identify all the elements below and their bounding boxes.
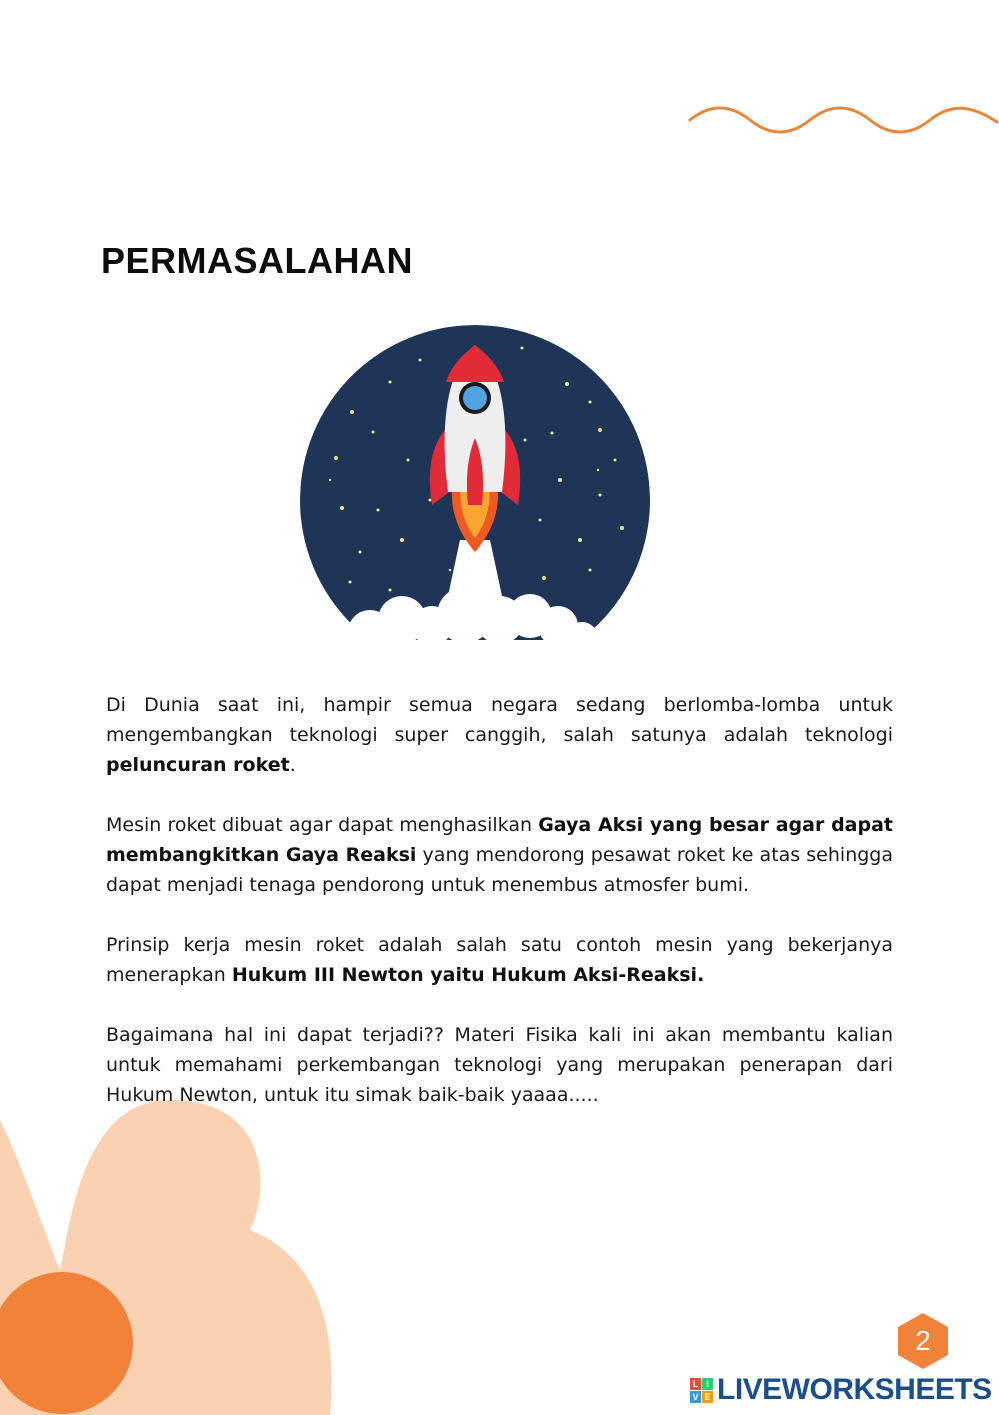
brand-name: LIVEWORKSHEETS [717,1373,992,1406]
paragraph-text: Mesin roket dibuat agar dapat menghasilkan [106,814,539,836]
wave-decoration [688,100,999,144]
page-title: PERMASALAHAN [101,240,413,281]
paragraph-text: yang mendorong pesawat roket ke atas sehingga dapat menjadi tenaga pendorong untuk menembus atmosfer bumi. [106,844,894,896]
liveworksheets-logo-icon [690,1378,713,1403]
logo-letter: E [702,1391,713,1403]
paragraph-text: . [289,754,296,776]
logo-letter: V [690,1391,701,1403]
paragraph [106,930,893,990]
paragraph-text: Bagaimana hal ini dapat terjadi?? Materi Fisika kali ini akan membantu kalian untuk memahami perkembangan teknologi yang merupakan penerapan dari Hukum Newton, untuk itu simak baik-baik yaaaa..... [106,1024,893,1106]
paragraph-text: Di Dunia saat ini, hampir semua negara sedang berlomba-lomba untuk mengembangkan teknologi super canggih, salah satunya adalah teknologi [106,694,893,746]
page-number: 2 [915,1325,931,1356]
content-body [106,690,893,1140]
paragraph [106,1020,893,1110]
liveworksheets-brand [690,1372,992,1408]
paragraph-text: Prinsip kerja mesin roket adalah salah satu contoh mesin yang bekerjanya menerapkan [106,934,893,986]
rocket-launch-illustration [290,320,660,640]
paragraph [106,690,893,780]
paragraph [106,810,893,900]
logo-letter: I [702,1378,713,1390]
paragraph-bold-text: Hukum III Newton yaitu Hukum Aksi-Reaksi. [231,964,705,986]
logo-letter: L [690,1378,701,1390]
paragraph-bold-text: Gaya Aksi yang besar agar dapat membangkitkan Gaya Reaksi [106,814,893,866]
paragraph-bold-text: peluncuran roket [106,754,290,776]
